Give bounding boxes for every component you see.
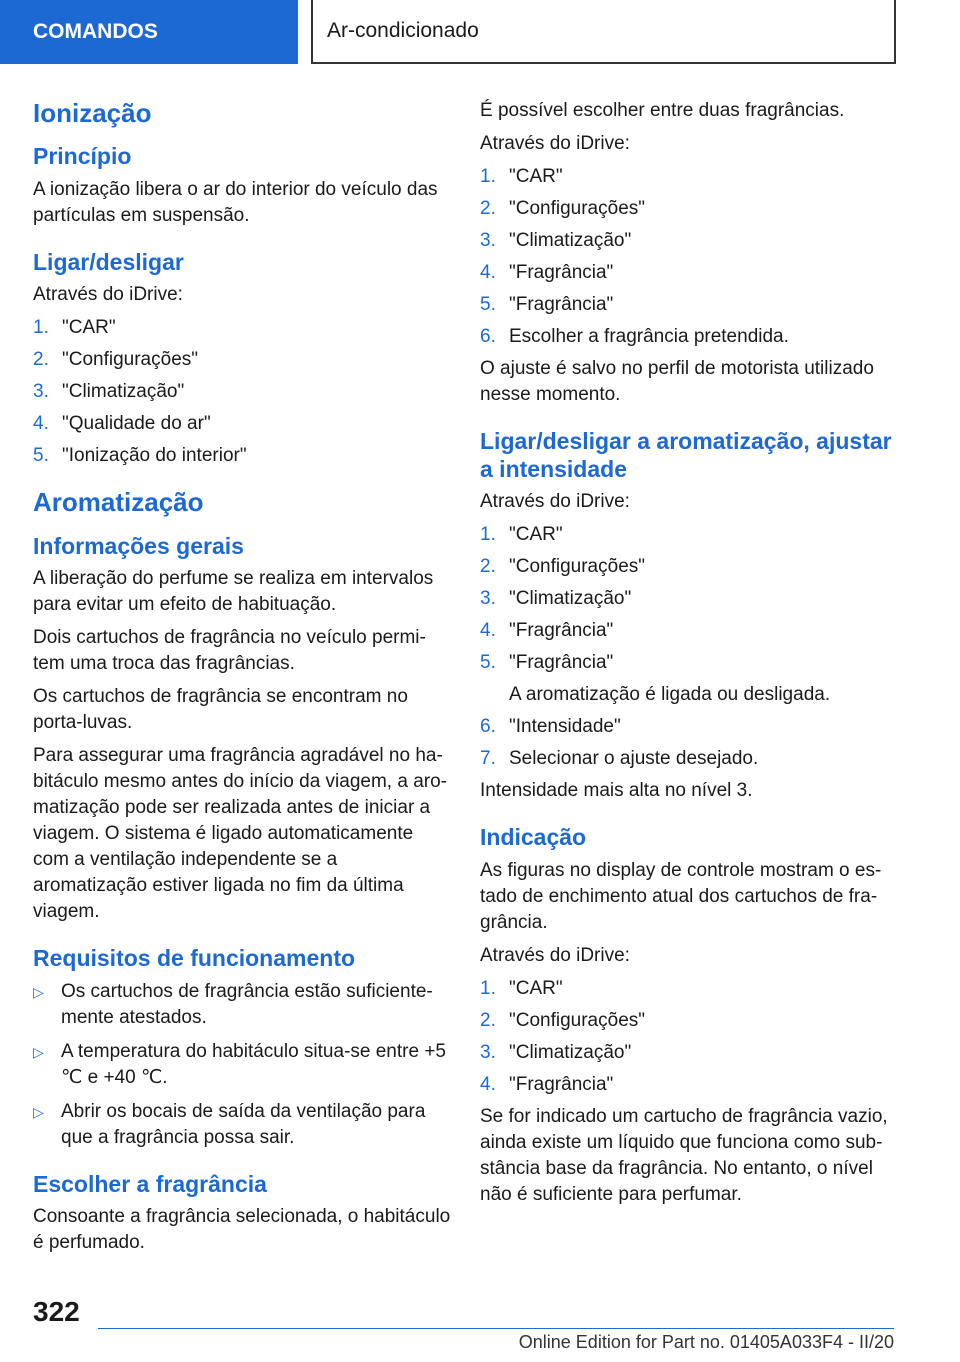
list-item: 4. "Fragrância" <box>480 1073 614 1095</box>
section-tab: COMANDOS <box>0 0 298 64</box>
intensity-text: Intensidade mais alta no nível 3. <box>480 780 753 802</box>
right-column <box>480 98 898 1215</box>
principio-heading: Princípio <box>33 143 132 170</box>
list-item: 3. "Climatização" <box>480 1041 632 1063</box>
info-p3: Os cartuchos de fragrância se encontram no porta-luvas. <box>33 686 408 734</box>
triangle-bullet-icon: ▷ <box>33 983 44 1000</box>
list-item: 3. "Climatização" <box>33 381 185 403</box>
list-item: 1. "CAR" <box>480 977 563 999</box>
info-p1: A liberação do perfume se realiza em intervalos para evitar um efeito de habituação. <box>33 568 434 616</box>
ionizacao-heading: Ionização <box>33 98 152 128</box>
list-item: 4. "Fragrância" <box>480 262 614 283</box>
indicacao-intro: Através do iDrive: <box>480 944 630 966</box>
ligar-heading: Ligar/desligar <box>33 248 184 275</box>
list-item: ▷ Os cartuchos de fragrância estão suficientemente atestados. <box>33 979 451 1031</box>
info-p2: Dois cartuchos de fragrância no veículo permitem uma troca das fragrâncias. <box>33 627 426 675</box>
requisitos-list <box>33 979 451 1151</box>
list-item: 1. "CAR" <box>480 524 563 546</box>
triangle-bullet-icon: ▷ <box>33 1043 44 1060</box>
edition-text: Online Edition for Part no. 01405A033F4 - II/20 <box>518 1332 894 1352</box>
list-item: 5. "Fragrância" A aromatização é ligada ou desligada. <box>480 650 898 708</box>
chapter-title: Ar-condicionado <box>311 0 896 64</box>
list-item: 6. Escolher a fragrância pretendida. <box>480 326 789 347</box>
list-item: 1. "CAR" <box>480 166 563 187</box>
ligar-intro: Através do iDrive: <box>33 284 183 306</box>
escolher-heading: Escolher a fragrância <box>33 1170 267 1197</box>
list-item: 6. "Intensidade" <box>480 716 621 738</box>
list-item: 2. "Configurações" <box>480 556 646 578</box>
fragrance-idrive-intro: Através do iDrive: <box>480 133 630 154</box>
list-item: ▷ Abrir os bocais de saída da ventilação para que a fragrância possa sair. <box>33 1099 451 1151</box>
list-item: 5. "Ionização do interior" <box>33 445 247 467</box>
list-item: 2. "Configurações" <box>480 1009 646 1031</box>
indicacao-steps <box>480 976 898 1098</box>
escolher-text: Consoante a fragrância selecionada, o habitáculo é perfumado. <box>33 1206 451 1254</box>
list-item: 3. "Climatização" <box>480 588 632 610</box>
vazio-text: Se for indicado um cartucho de fragrância vazio, ainda existe um líquido que funciona como substância base da fragrância. No entanto, o nível não é suficiente para perfumar. <box>480 1105 888 1205</box>
list-item: 4. "Qualidade do ar" <box>33 413 211 435</box>
page-number: 322 <box>33 1296 80 1327</box>
fragrance-steps <box>480 164 898 350</box>
list-item: 3. "Climatização" <box>480 230 632 251</box>
indicacao-text: As figuras no display de controle mostram o estado de enchimento atual dos cartuchos de fragrância. <box>480 859 882 933</box>
step-note: A aromatização é ligada ou desligada. <box>509 684 831 706</box>
info-heading: Informações gerais <box>33 532 244 559</box>
ligar-arom-intro: Através do iDrive: <box>480 491 630 513</box>
ligar-arom-steps <box>480 522 898 772</box>
list-item: 2. "Configurações" <box>480 198 646 219</box>
list-item: 7. Selecionar o ajuste desejado. <box>480 748 759 770</box>
aromatizacao-heading: Aromatização <box>33 487 204 518</box>
requisitos-heading: Requisitos de funcionamento <box>33 945 356 972</box>
indicacao-heading: Indicação <box>480 824 587 851</box>
list-item: ▷ A temperatura do habitáculo situa-se entre +5 ℃ e +40 ℃. <box>33 1039 451 1091</box>
list-item: 2. "Configurações" <box>33 349 199 371</box>
list-item: 5. "Fragrância" <box>480 294 614 315</box>
left-column <box>33 98 451 1263</box>
ligar-steps <box>33 315 451 469</box>
list-item: 4. "Fragrância" <box>480 620 614 642</box>
list-item: 1. "CAR" <box>33 317 116 339</box>
saved-text: O ajuste é salvo no perfil de motorista utilizado nesse momento. <box>480 358 874 405</box>
principio-text: A ionização libera o ar do interior do veículo das partículas em suspensão. <box>33 178 438 226</box>
triangle-bullet-icon: ▷ <box>33 1103 44 1120</box>
fragrance-intro: É possível escolher entre duas fragrâncias. <box>480 100 845 121</box>
ligar-arom-heading: Ligar/desligar a aromatização, ajustar a intensidade <box>480 428 892 482</box>
footer-divider <box>98 1328 894 1329</box>
info-p4: Para assegurar uma fragrância agradável no habitáculo mesmo antes do início da viagem, a aromatização pode ser realizada antes de iniciar a viagem. O sistema é ligado automaticamente com a ventilação independente se a aromatização estiver ligada no fim da última viagem. <box>33 745 447 923</box>
